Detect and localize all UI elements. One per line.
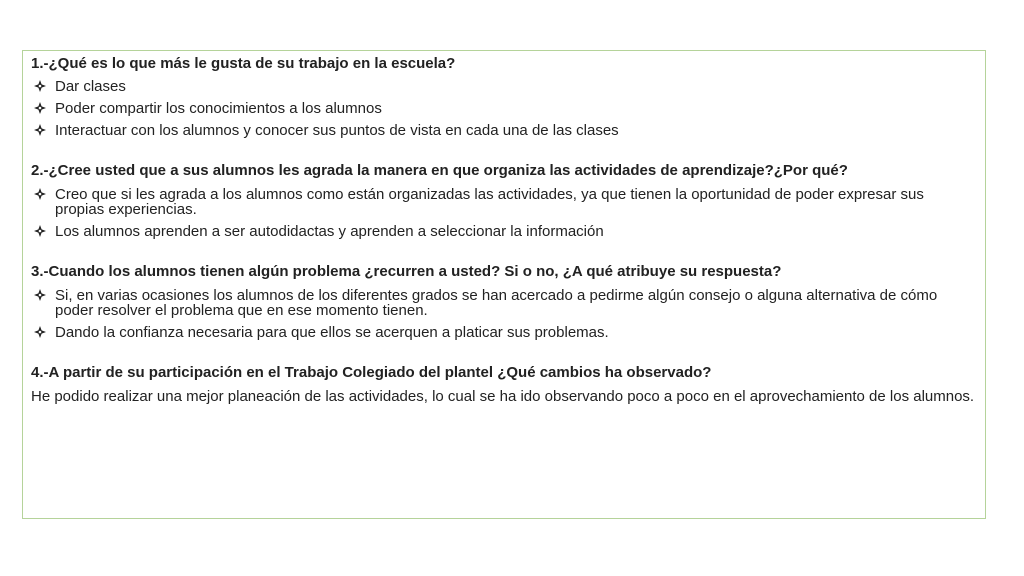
answer-list bbox=[31, 187, 977, 239]
diamond-bullet-icon bbox=[34, 225, 46, 237]
list-item bbox=[31, 224, 977, 239]
answer-list bbox=[31, 79, 977, 138]
question-heading: 2.-¿Cree usted que a sus alumnos les agrada la manera en que organiza las actividades de aprendizaje?¿Por qué? bbox=[31, 162, 848, 179]
diamond-bullet-icon bbox=[34, 102, 46, 114]
diamond-bullet-icon bbox=[34, 326, 46, 338]
list-item bbox=[31, 79, 977, 94]
answer-list bbox=[31, 288, 977, 340]
list-item bbox=[31, 288, 977, 318]
answer-text: Los alumnos aprenden a ser autodidactas y aprenden a seleccionar la información bbox=[55, 223, 604, 240]
question-block-4 bbox=[31, 364, 977, 404]
answer-paragraph: He podido realizar una mejor planeación de las actividades, lo cual se ha ido observando poco a poco en el aprovechamiento de los alumnos. bbox=[31, 388, 975, 405]
question-block-3 bbox=[31, 263, 977, 340]
answer-text: Creo que si les agrada a los alumnos como están organizadas las actividades, ya que tienen la oportunidad de poder expresar sus propias experiencias. bbox=[55, 186, 924, 218]
diamond-bullet-icon bbox=[34, 80, 46, 92]
list-item bbox=[31, 187, 977, 217]
list-item bbox=[31, 123, 977, 138]
diamond-bullet-icon bbox=[34, 188, 46, 200]
diamond-bullet-icon bbox=[34, 124, 46, 136]
question-block-2 bbox=[31, 162, 977, 239]
answer-text: Interactuar con los alumnos y conocer sus puntos de vista en cada una de las clases bbox=[55, 122, 619, 139]
question-block-1 bbox=[31, 55, 977, 138]
answer-text: Si, en varias ocasiones los alumnos de los diferentes grados se han acercado a pedirme algún consejo o alguna alternativa de cómo poder resolver el problema que en ese momento tienen. bbox=[55, 287, 938, 319]
answer-text: Dar clases bbox=[55, 78, 126, 95]
answer-text: Dando la confianza necesaria para que ellos se acerquen a platicar sus problemas. bbox=[55, 324, 609, 341]
question-heading: 1.-¿Qué es lo que más le gusta de su trabajo en la escuela? bbox=[31, 55, 456, 72]
list-item bbox=[31, 101, 977, 116]
question-heading: 3.-Cuando los alumnos tienen algún problema ¿recurren a usted? Si o no, ¿A qué atribuye su respuesta? bbox=[31, 263, 782, 280]
question-heading: 4.-A partir de su participación en el Trabajo Colegiado del plantel ¿Qué cambios ha observado? bbox=[31, 364, 712, 381]
content-frame bbox=[22, 50, 986, 519]
diamond-bullet-icon bbox=[34, 289, 46, 301]
answer-text: Poder compartir los conocimientos a los alumnos bbox=[55, 100, 382, 117]
list-item bbox=[31, 325, 977, 340]
